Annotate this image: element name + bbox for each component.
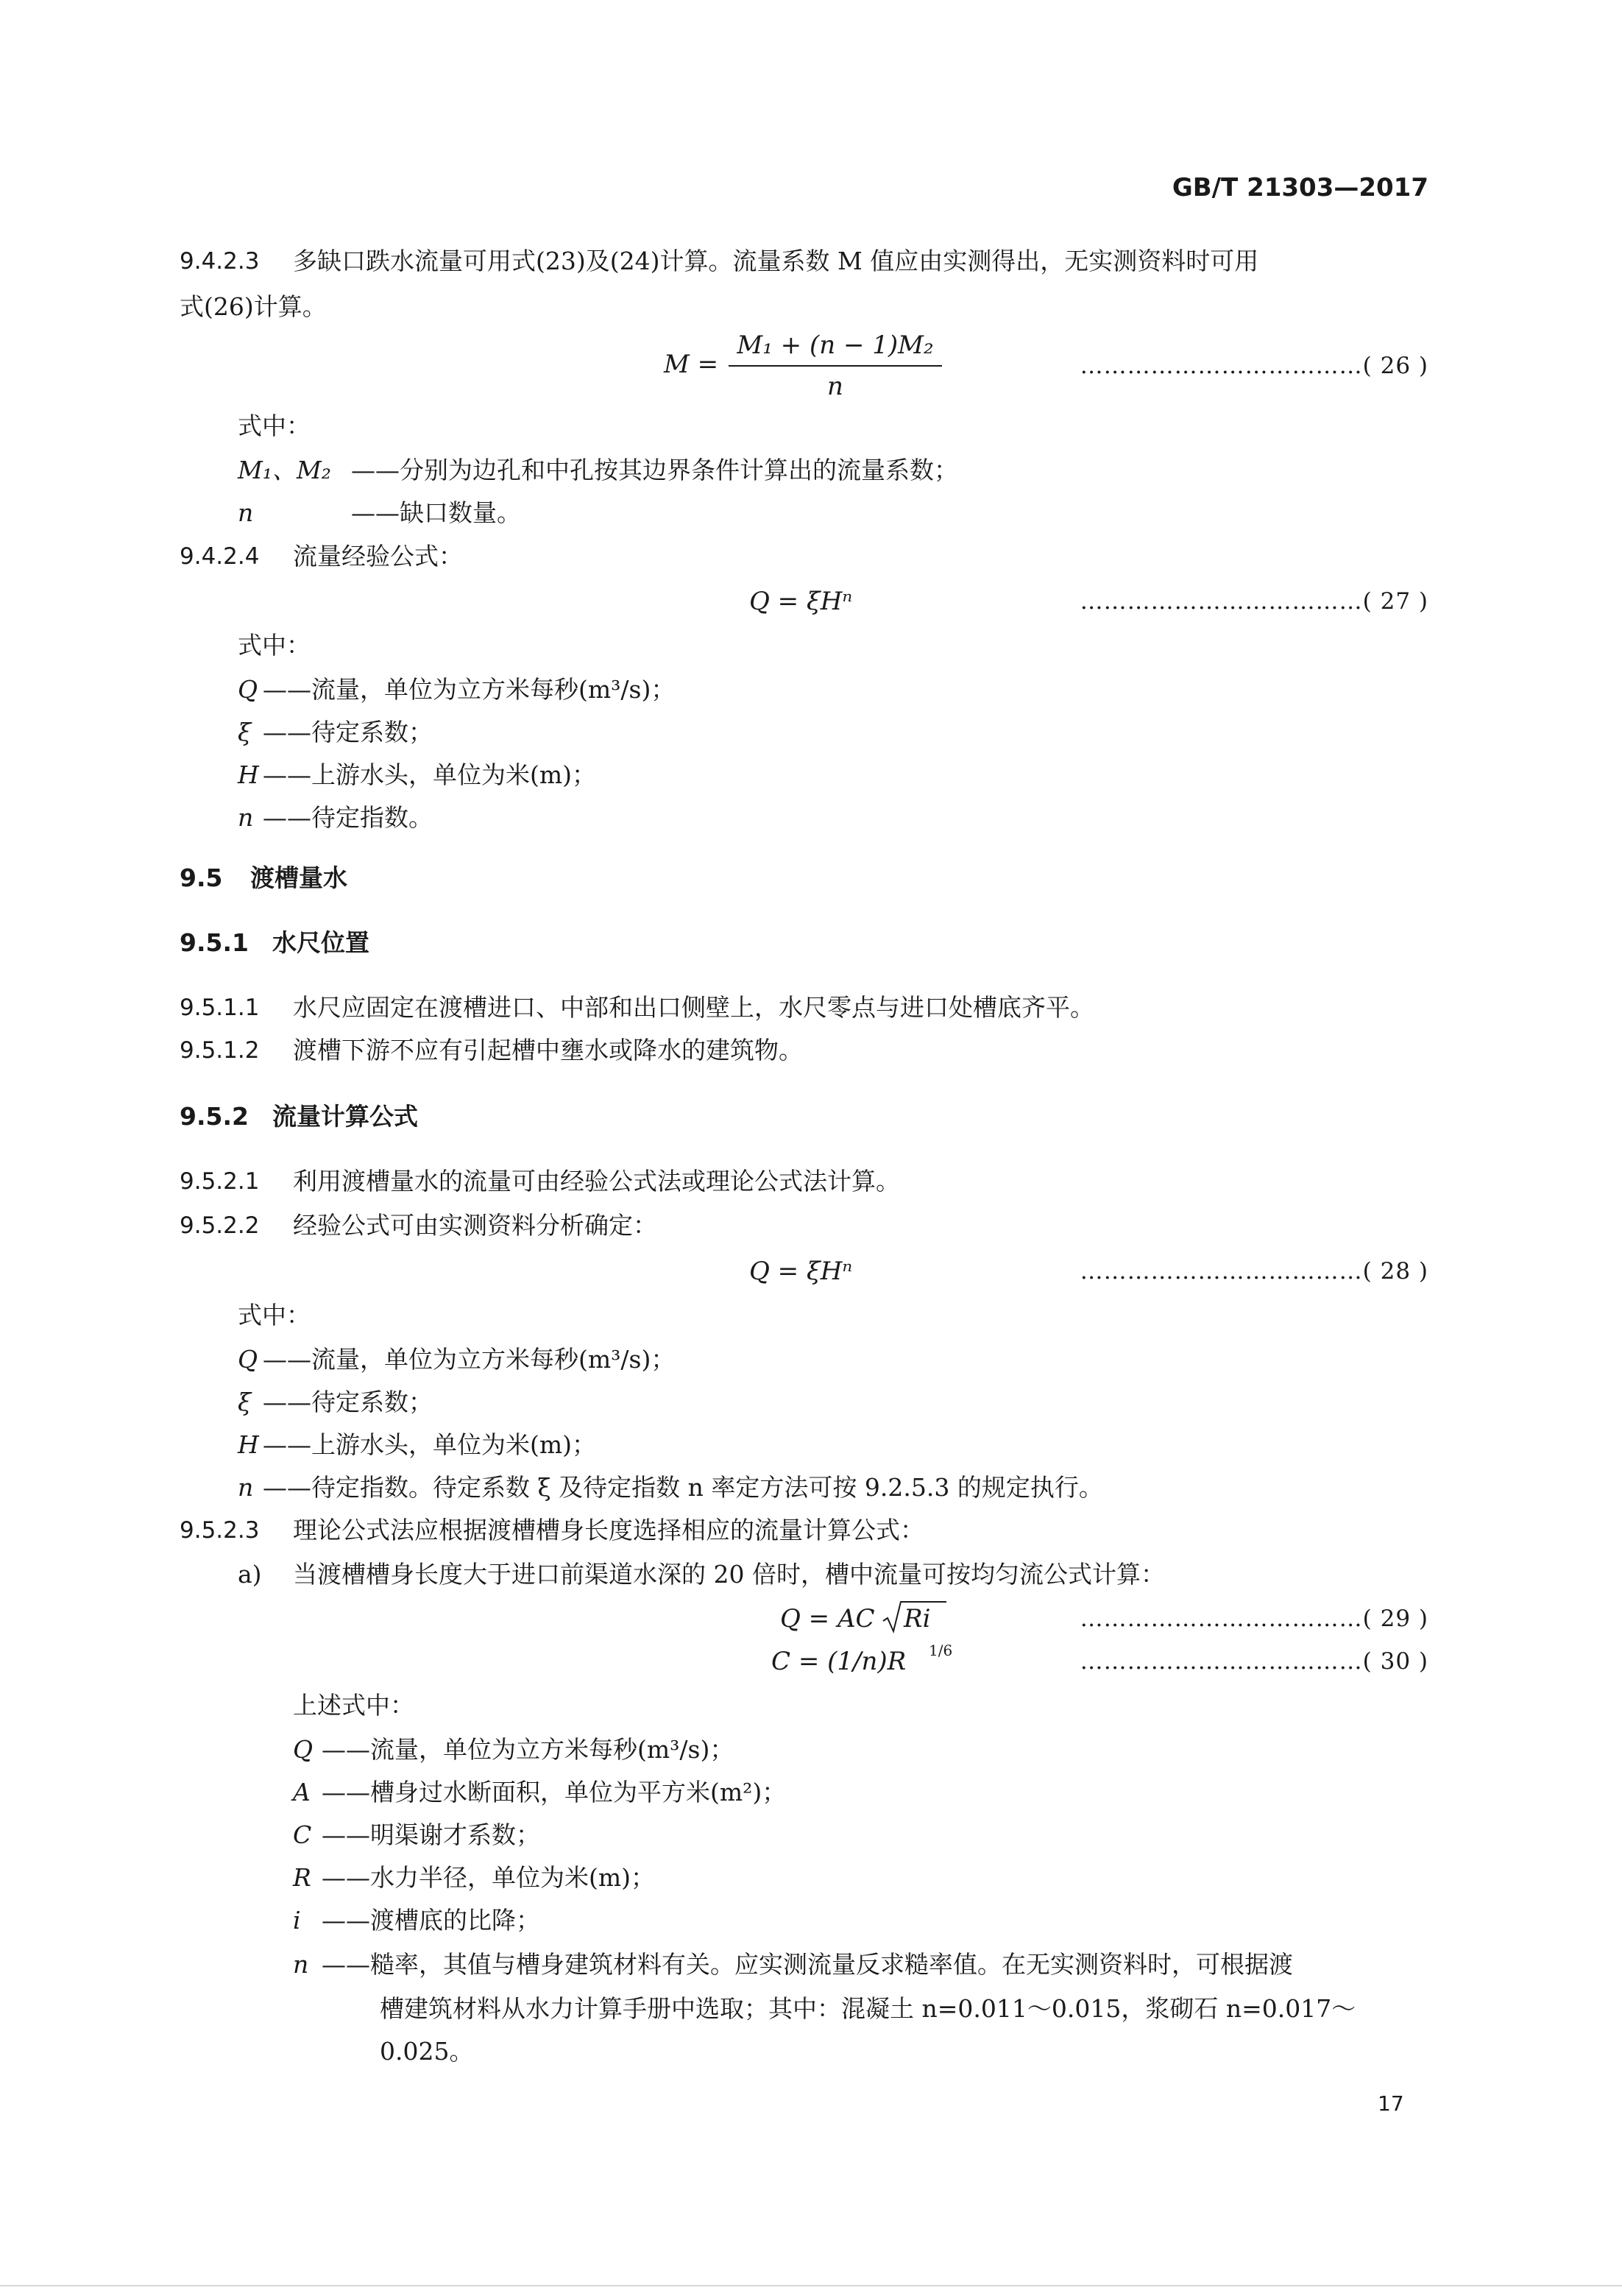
var-symbol: ξ bbox=[238, 1388, 252, 1416]
formula-27: Q = ξHⁿ bbox=[749, 587, 853, 616]
formula-29-lhs: Q = AC bbox=[780, 1604, 875, 1633]
clause-text-9-5-2-2: 经验公式可由实测资料分析确定： bbox=[293, 1211, 657, 1240]
formula-26-fraction bbox=[729, 333, 942, 399]
section-title-9-5-1: 水尺位置 bbox=[272, 928, 369, 957]
var-description: ——待定系数； bbox=[263, 718, 433, 746]
section-number-9-5-2: 9.5.2 bbox=[180, 1102, 249, 1131]
var-description: ——待定系数； bbox=[263, 1388, 433, 1416]
clause-text-9-5-2-3: 理论公式法应根据渡槽槽身长度选择相应的流量计算公式： bbox=[293, 1516, 924, 1544]
var-description: ——流量，单位为立方米每秒(m³/s)； bbox=[263, 1345, 676, 1374]
equation-number-30: ………………………………( 30 ) bbox=[1080, 1648, 1428, 1675]
clause-text-9-5-2-1: 利用渡槽量水的流量可由经验公式法或理论公式法计算。 bbox=[293, 1167, 900, 1195]
where-label: 式中： bbox=[238, 631, 311, 660]
var-description: ——分别为边孔和中孔按其边界条件计算出的流量系数； bbox=[351, 456, 958, 484]
where-label: 上述式中： bbox=[293, 1691, 414, 1720]
var-description: ——待定指数。 bbox=[263, 803, 433, 832]
var-description-continued: 0.025。 bbox=[380, 2037, 474, 2066]
equation-number-29: ………………………………( 29 ) bbox=[1080, 1606, 1428, 1632]
var-description: ——流量，单位为立方米每秒(m³/s)； bbox=[322, 1735, 734, 1764]
var-description: ——明渠谢才系数； bbox=[322, 1820, 540, 1849]
var-description-continued: 槽建筑材料从水力计算手册中选取；其中：混凝土 n=0.011～0.015，浆砌石 n=0.017～ bbox=[380, 1994, 1356, 2023]
var-symbol: Q bbox=[238, 1345, 258, 1374]
var-description: ——糙率，其值与槽身建筑材料有关。应实测流量反求糙率值。在无实测资料时，可根据渡 bbox=[322, 1950, 1293, 1979]
var-description: ——上游水头，单位为米(m)； bbox=[263, 1430, 597, 1459]
clause-number-9-5-2-1: 9.5.2.1 bbox=[180, 1168, 260, 1195]
var-description: ——待定指数。待定系数 ξ 及待定指数 n 率定方法可按 9.2.5.3 的规定执行。 bbox=[263, 1473, 1103, 1502]
where-label: 式中： bbox=[238, 411, 311, 440]
section-number-9-5: 9.5 bbox=[180, 863, 223, 892]
clause-number-9-4-2-3: 9.4.2.3 bbox=[180, 248, 260, 275]
equation-number-28: ………………………………( 28 ) bbox=[1080, 1258, 1428, 1285]
var-description: ——渡槽底的比降； bbox=[322, 1906, 540, 1935]
section-number-9-5-1: 9.5.1 bbox=[180, 928, 249, 957]
clause-text-9-5-1-2: 渡槽下游不应有引起槽中壅水或降水的建筑物。 bbox=[293, 1036, 803, 1064]
section-title-9-5: 渡槽量水 bbox=[250, 863, 347, 892]
clause-number-9-5-1-2: 9.5.1.2 bbox=[180, 1037, 260, 1064]
formula-30-exponent: 1/6 bbox=[929, 1642, 953, 1659]
where-label: 式中： bbox=[238, 1301, 311, 1329]
equation-number-26: ………………………………( 26 ) bbox=[1080, 353, 1428, 379]
var-symbol: H bbox=[238, 1430, 259, 1459]
var-symbol: n bbox=[293, 1950, 309, 1979]
var-symbol: C bbox=[293, 1820, 312, 1849]
formula-26-lhs: M = bbox=[664, 350, 719, 379]
clause-text-9-4-2-3-line2: 式(26)计算。 bbox=[180, 292, 327, 321]
page-number: 17 bbox=[1378, 2091, 1404, 2116]
var-symbol: A bbox=[293, 1778, 311, 1806]
var-symbol: n bbox=[238, 1473, 254, 1502]
clause-number-9-5-2-2: 9.5.2.2 bbox=[180, 1212, 260, 1239]
list-item-a-label: a) bbox=[238, 1560, 262, 1589]
clause-number-9-4-2-4: 9.4.2.4 bbox=[180, 543, 260, 570]
section-title-9-5-2: 流量计算公式 bbox=[272, 1102, 418, 1131]
formula-28: Q = ξHⁿ bbox=[749, 1257, 853, 1286]
formula-26-denominator: n bbox=[827, 372, 843, 401]
clause-number-9-5-1-1: 9.5.1.1 bbox=[180, 995, 260, 1021]
formula-30: C = (1/n)R bbox=[771, 1647, 907, 1676]
clause-text-9-5-1-1: 水尺应固定在渡槽进口、中部和出口侧壁上，水尺零点与进口处槽底齐平。 bbox=[293, 993, 1094, 1022]
var-symbol: Q bbox=[293, 1735, 314, 1764]
var-symbol: M₁、M₂ bbox=[238, 456, 332, 484]
formula-29-radicand: Ri bbox=[904, 1604, 931, 1633]
equation-number-27: ………………………………( 27 ) bbox=[1080, 588, 1428, 615]
clause-text-9-4-2-3-line1: 多缺口跌水流量可用式(23)及(24)计算。流量系数 M 值应由实测得出，无实测资料时可用 bbox=[293, 247, 1259, 275]
clause-number-9-5-2-3: 9.5.2.3 bbox=[180, 1517, 260, 1544]
formula-26-numerator: M₁ + (n − 1)M₂ bbox=[737, 331, 934, 360]
var-symbol: ξ bbox=[238, 718, 252, 746]
var-description: ——水力半径，单位为米(m)； bbox=[322, 1863, 656, 1892]
scan-edge bbox=[0, 2285, 1622, 2286]
clause-text-9-4-2-4: 流量经验公式： bbox=[293, 542, 463, 571]
var-symbol: Q bbox=[238, 675, 258, 704]
list-item-a-text: 当渡槽槽身长度大于进口前渠道水深的 20 倍时，槽中流量可按均匀流公式计算： bbox=[293, 1560, 1165, 1589]
var-symbol: R bbox=[293, 1863, 311, 1892]
var-symbol: i bbox=[293, 1906, 301, 1935]
standard-code: GB/T 21303—2017 bbox=[1172, 173, 1428, 202]
var-symbol: n bbox=[238, 498, 254, 527]
fraction-bar bbox=[729, 365, 942, 367]
var-description: ——上游水头，单位为米(m)； bbox=[263, 760, 597, 789]
var-symbol: n bbox=[238, 803, 254, 832]
var-symbol: H bbox=[238, 760, 259, 789]
var-description: ——缺口数量。 bbox=[351, 498, 521, 527]
var-description: ——槽身过水断面积，单位为平方米(m²)； bbox=[322, 1778, 787, 1806]
var-description: ——流量，单位为立方米每秒(m³/s)； bbox=[263, 675, 676, 704]
